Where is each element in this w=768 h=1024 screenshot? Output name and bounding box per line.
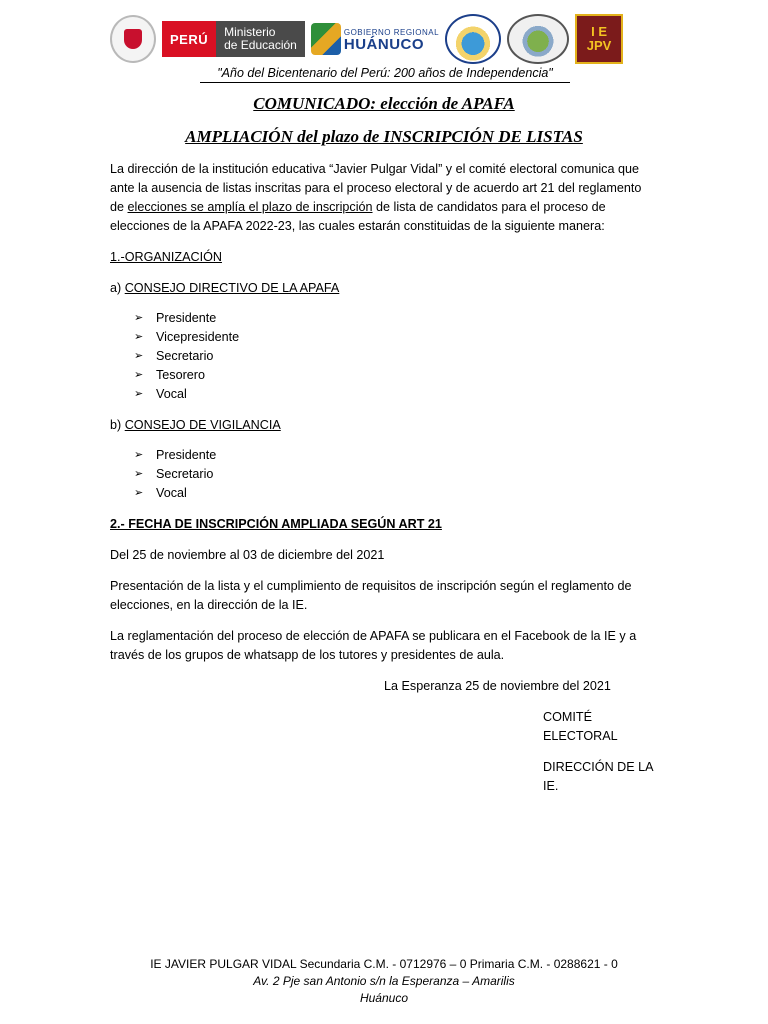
signature-electoral-committee: COMITÉ ELECTORAL [543, 710, 618, 743]
ugel-seal-logo [445, 14, 501, 64]
regional-emblem-icon [311, 23, 341, 55]
national-seal-logo [110, 15, 156, 63]
list-item [134, 366, 655, 385]
page-footer [0, 956, 768, 1007]
council-b-list [134, 446, 655, 503]
ministry-of-education-logo [162, 21, 305, 57]
council-a-title: CONSEJO DIRECTIVO DE LA APAFA [124, 281, 340, 295]
council-a-prefix: a) [110, 281, 125, 295]
list-item-label: Tesorero [156, 368, 205, 382]
signature-direction: DIRECCIÓN DE LA IE. [543, 760, 653, 793]
list-item [134, 484, 655, 503]
list-item-label: Secretario [156, 349, 214, 363]
footer-line-1: IE JAVIER PULGAR VIDAL Secundaria C.M. - 0712976 – 0 Primaria C.M. - 0288621 - 0 [150, 957, 618, 971]
bullet-arrow-icon: ➢ [134, 449, 144, 461]
bullet-arrow-icon: ➢ [134, 331, 144, 343]
footer-city: Huánuco [359, 991, 409, 1005]
intro-paragraph [110, 160, 655, 236]
list-item [134, 309, 655, 328]
electoral-committee-seal-logo [507, 14, 569, 64]
intro-part-1: La dirección de la institución educativa “Javier Pulgar Vidal” y el comité electoral comunica que ante la ausencia de listas inscritas para el proceso electoral y de acuerdo art 21 del reglamento de [110, 162, 642, 214]
council-a-heading [110, 279, 655, 298]
peru-label: PERÚ [170, 31, 209, 47]
regional-government-logo [311, 19, 439, 59]
year-motto: "Año del Bicentenario del Perú: 200 años de Independencia" [200, 66, 570, 83]
list-item-label: Vocal [156, 387, 187, 401]
list-item-label: Vocal [156, 486, 187, 500]
document-body [110, 160, 655, 796]
footer-address: Av. 2 Pje san Antonio s/n la Esperanza – Amarilis [253, 974, 515, 988]
intro-part-2: de lista de candidatos para el proceso de elecciones de la APAFA 2022-23, las cuales estarán constituidas de la siguiente manera: [110, 200, 606, 233]
list-item [134, 446, 655, 465]
school-crest-logo [575, 14, 623, 64]
bullet-arrow-icon: ➢ [134, 388, 144, 400]
registration-dates: Del 25 de noviembre al 03 de diciembre del 2021 [110, 548, 385, 562]
council-b-heading [110, 416, 655, 435]
crest-bottom-text: JPV [586, 38, 612, 53]
intro-underlined: elecciones se amplía el plazo de inscripción [127, 200, 373, 214]
page-title: COMUNICADO: elección de APAFA [253, 94, 515, 113]
bullet-arrow-icon: ➢ [134, 312, 144, 324]
list-item [134, 347, 655, 366]
list-item [134, 328, 655, 347]
crest-top-text: I E [591, 24, 607, 39]
bullet-arrow-icon: ➢ [134, 369, 144, 381]
section-2-heading: 2.- FECHA DE INSCRIPCIÓN AMPLIADA SEGÚN ART 21 [110, 517, 442, 531]
list-item-label: Secretario [156, 467, 214, 481]
gob-line-2: HUÁNUCO [343, 36, 425, 53]
page-subtitle: AMPLIACIÓN del plazo de INSCRIPCIÓN DE LISTAS [185, 127, 583, 146]
gob-line-1: GOBIERNO REGIONAL [343, 28, 440, 37]
council-a-list [134, 309, 655, 404]
section-1-heading: 1.-ORGANIZACIÓN [110, 250, 222, 264]
list-item-label: Vicepresidente [156, 330, 240, 344]
bullet-arrow-icon: ➢ [134, 487, 144, 499]
logo-bar [110, 14, 660, 64]
council-b-title: CONSEJO DE VIGILANCIA [124, 418, 281, 432]
bullet-arrow-icon: ➢ [134, 468, 144, 480]
list-item-label: Presidente [156, 448, 217, 462]
ministry-line-1: Ministerio [224, 25, 276, 39]
presentation-paragraph: Presentación de la lista y el cumplimiento de requisitos de inscripción según el reglamento de elecciones, en la dirección de la IE. [110, 579, 632, 612]
list-item [134, 465, 655, 484]
list-item [134, 385, 655, 404]
ministry-line-2: de Educación [224, 38, 297, 52]
place-date: La Esperanza 25 de noviembre del 2021 [384, 679, 611, 693]
bullet-arrow-icon: ➢ [134, 350, 144, 362]
council-b-prefix: b) [110, 418, 125, 432]
list-item-label: Presidente [156, 311, 217, 325]
regulation-paragraph: La reglamentación del proceso de elección de APAFA se publicara en el Facebook de la IE y a través de los grupos de whatsapp de los tutores y presidentes de aula. [110, 629, 637, 662]
